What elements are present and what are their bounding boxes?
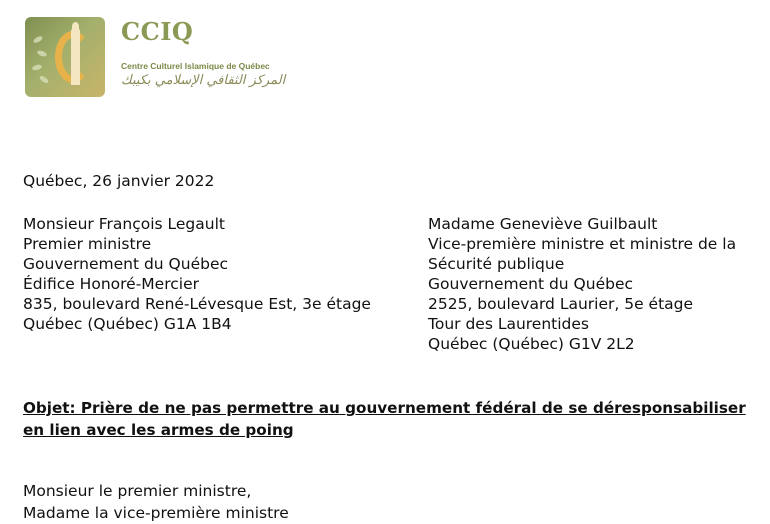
address-line: Gouvernement du Québec <box>428 275 633 293</box>
address-line: Édifice Honoré-Mercier <box>23 275 199 293</box>
address-line: Premier ministre <box>23 235 152 253</box>
salutation-line: Madame la vice-première ministre <box>23 504 289 522</box>
cciq-logo-icon <box>25 17 105 97</box>
salutation <box>23 480 289 524</box>
address-line: 2525, boulevard Laurier, 5e étage <box>428 295 694 313</box>
recipient-address-right <box>428 214 736 354</box>
address-line: Québec (Québec) G1A 1B4 <box>23 315 232 333</box>
logo-title: CCIQ <box>121 17 194 46</box>
address-line: Gouvernement du Québec <box>23 255 228 273</box>
letter-date: Québec, 26 janvier 2022 <box>23 172 215 190</box>
recipient-address-left <box>23 214 371 334</box>
logo-arabic-text: المركز الثقافي الإسلامي بكيبك <box>121 73 286 88</box>
salutation-line: Monsieur le premier ministre, <box>23 482 252 500</box>
address-line: Québec (Québec) G1V 2L2 <box>428 335 635 353</box>
address-line: Madame Geneviève Guilbault <box>428 215 658 233</box>
address-line: Monsieur François Legault <box>23 215 225 233</box>
address-line: Sécurité publique <box>428 255 565 273</box>
letter-subject: Objet: Prière de ne pas permettre au gouvernement fédéral de se déresponsabiliser en lien avec les armes de poing <box>23 399 746 439</box>
address-line: Vice-première ministre et ministre de la <box>428 235 737 253</box>
address-line: Tour des Laurentides <box>428 315 590 333</box>
address-line: 835, boulevard René-Lévesque Est, 3e étage <box>23 295 371 313</box>
logo-subtitle: Centre Culturel Islamique de Québec <box>121 61 270 71</box>
